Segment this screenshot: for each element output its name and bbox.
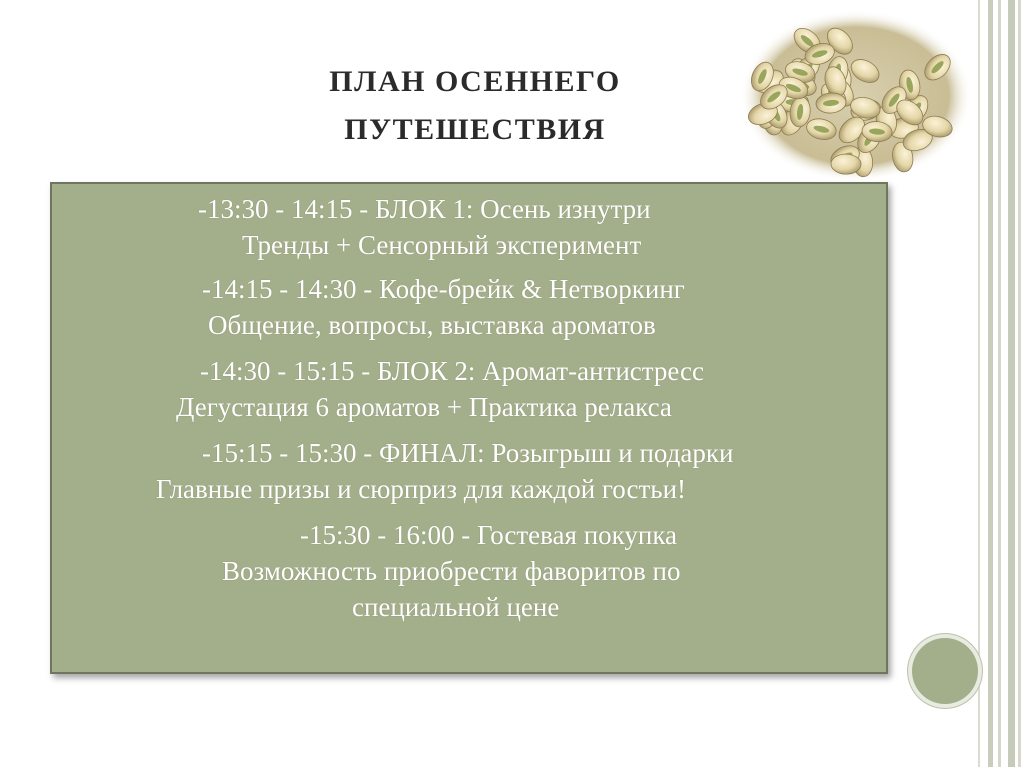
- decorative-bar: [998, 0, 1001, 767]
- schedule-item-4-description: Главные призы и сюрприз для каждой гостьи!: [156, 474, 687, 504]
- decorative-bar: [1018, 0, 1021, 767]
- schedule-item-4-title: -15:15 - 15:30 - ФИНАЛ: Розыгрыш и подарки: [202, 438, 734, 468]
- schedule-item-5-description-continued: специальной цене: [352, 592, 560, 622]
- slide-title: [240, 58, 710, 154]
- decorative-circle: [912, 638, 978, 704]
- schedule-item-5-title: -15:30 - 16:00 - Гостевая покупка: [300, 520, 678, 550]
- pistachio-nuts-image: [738, 6, 974, 182]
- schedule-item-1-description: Тренды + Сенсорный эксперимент: [242, 230, 642, 260]
- slide-title-line-1: ПЛАН ОСЕННЕГО: [329, 65, 621, 98]
- decorative-bar: [988, 0, 993, 767]
- decorative-bar: [978, 0, 980, 767]
- schedule-item-5-description: Возможность приобрести фаворитов по: [222, 556, 681, 586]
- decorative-bar: [1008, 0, 1015, 767]
- schedule-item-2-title: -14:15 - 14:30 - Кофе-брейк & Нетворкинг: [202, 274, 685, 304]
- schedule-item-1-title: -13:30 - 14:15 - БЛОК 1: Осень изнутри: [198, 194, 651, 224]
- slide-title-line-2: ПУТЕШЕСТВИЯ: [344, 113, 606, 146]
- schedule-item-3-description: Дегустация 6 ароматов + Практика релакса: [176, 392, 672, 422]
- schedule-item-3-title: -14:30 - 15:15 - БЛОК 2: Аромат-антистресс: [200, 356, 705, 386]
- schedule-item-2-description: Общение, вопросы, выставка ароматов: [208, 310, 656, 340]
- schedule-panel: [50, 182, 888, 674]
